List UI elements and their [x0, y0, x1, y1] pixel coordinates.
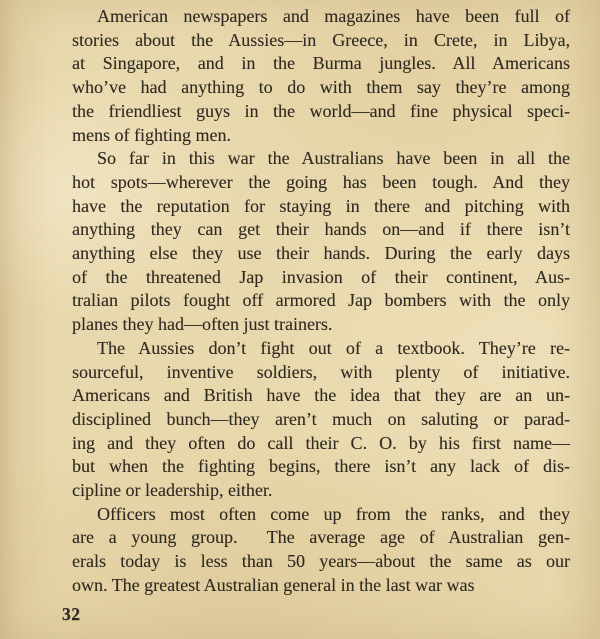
text-line: planes they had—often just trainers.	[72, 314, 333, 335]
text-line: tralian pilots fought off armored Jap bombers with the only	[72, 290, 570, 311]
text-line: ing and they often do call their C. O. by his first name—	[72, 432, 570, 453]
text-line: erals today is less than 50 years—about the same as our	[72, 551, 570, 572]
text-line: stories about the Aussies—in Greece, in Crete, in Libya,	[72, 29, 570, 50]
text-line: disciplined bunch—they aren’t much on saluting or parad-	[72, 408, 570, 429]
paragraph	[72, 5, 570, 147]
text-line: The Aussies don’t fight out of a textbook. They’re re-	[97, 337, 570, 358]
text-line: are a young group. The average age of Australian gen-	[72, 527, 570, 548]
text-line: have the reputation for staying in there and pitching with	[72, 195, 570, 216]
text-line: sourceful, inventive soldiers, with plenty of initiative.	[72, 361, 570, 382]
text-line: who’ve had anything to do with them say they’re among	[72, 77, 570, 98]
page-number: 32	[62, 604, 81, 624]
page-text	[72, 5, 570, 598]
paragraph	[72, 337, 570, 503]
text-line: anything they can get their hands on—and if there isn’t	[72, 219, 570, 240]
text-line: So far in this war the Australians have been in all the	[97, 148, 570, 169]
paragraph	[72, 503, 570, 598]
text-line: Officers most often come up from the ranks, and they	[97, 503, 570, 524]
text-line: own. The greatest Australian general in the last war was	[72, 574, 475, 595]
text-line: cipline or leadership, either.	[72, 480, 273, 501]
paragraph	[72, 147, 570, 337]
text-line: but when the fighting begins, there isn’t any lack of dis-	[72, 456, 570, 477]
text-line: Americans and British have the idea that they are an un-	[72, 385, 570, 406]
text-line: at Singapore, and in the Burma jungles. All Americans	[72, 53, 570, 74]
text-line: American newspapers and magazines have been full of	[97, 6, 570, 26]
text-line: hot spots—wherever the going has been tough. And they	[72, 171, 570, 192]
text-line: the friendliest guys in the world—and fine physical speci-	[72, 100, 570, 121]
text-line: mens of fighting men.	[72, 124, 231, 145]
text-line: of the threatened Jap invasion of their continent, Aus-	[72, 266, 570, 287]
text-line: anything else they use their hands. During the early days	[72, 243, 570, 264]
